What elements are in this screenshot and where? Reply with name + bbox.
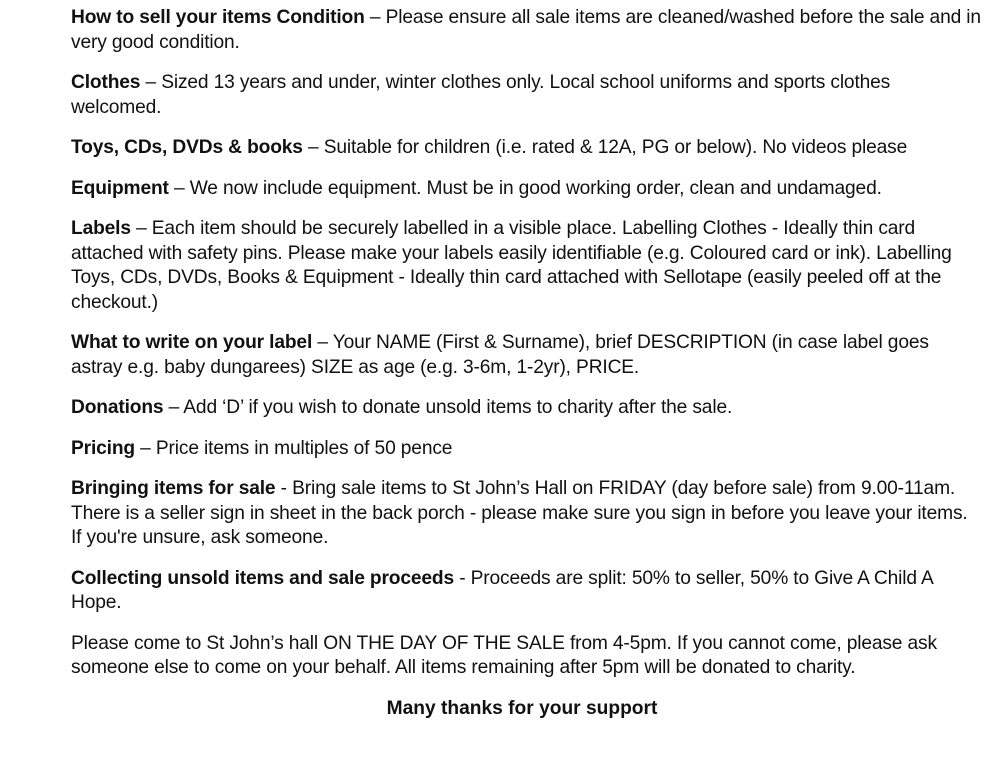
section-label-contents [71, 331, 981, 380]
section-body: Please ensure all sale items are cleaned/washed before the sale and in very good condition. [71, 7, 981, 53]
section-clothes [71, 71, 981, 120]
closing-paragraph: Please come to St John’s hall ON THE DAY OF THE SALE from 4-5pm. If you cannot come, please ask someone else to come on your behalf. All items remaining after 5pm will be donated to charity. [71, 632, 937, 678]
section-heading: How to sell your items Condition [71, 7, 365, 28]
section-heading: Equipment [71, 177, 169, 199]
section-separator: – [168, 177, 190, 199]
section-separator: - [275, 478, 293, 499]
section-pricing [71, 437, 981, 462]
section-heading: Collecting unsold items and sale proceeds [71, 567, 455, 589]
section-collecting [71, 567, 981, 616]
section-separator: – [135, 437, 156, 459]
section-heading: Donations [71, 397, 164, 418]
section-body: Your NAME (First & Surname), brief DESCRIPTION (in case label goes astray e.g. baby dungarees) SIZE as age (e.g. 3-6m, 1-2yr), PRICE. [71, 332, 929, 378]
section-labels [71, 217, 981, 315]
section-separator: – [130, 218, 152, 239]
section-heading: Clothes [71, 72, 141, 93]
section-body: Sized 13 years and under, winter clothes only. Local school uniforms and sports clothes welcomed. [71, 72, 891, 118]
section-separator: – [163, 397, 184, 418]
section-body: Add ‘D’ if you wish to donate unsold items to charity after the sale. [183, 397, 733, 418]
section-toys [71, 136, 981, 161]
section-separator: – [302, 137, 324, 158]
section-condition [71, 6, 981, 55]
section-body: Bring sale items to St John’s Hall on FRIDAY (day before sale) from 9.00-11am. There is a seller sign in sheet in the back porch - please make sure you sign in before you leave your items. If you're unsure, ask someone. [71, 478, 968, 548]
section-bringing-items [71, 477, 981, 551]
document-page [71, 6, 981, 721]
section-body: Price items in multiples of 50 pence [155, 437, 453, 459]
section-heading: Pricing [71, 437, 135, 459]
section-body: We now include equipment. Must be in good working order, clean and undamaged. [189, 177, 882, 199]
section-equipment [71, 177, 981, 202]
section-heading: What to write on your label [71, 332, 313, 353]
section-body: Proceeds are split: 50% to seller, 50% to Give A Child A Hope. [71, 567, 933, 613]
section-separator: – [312, 332, 333, 353]
section-heading: Labels [71, 218, 131, 239]
section-donations [71, 396, 981, 421]
section-body: Each item should be securely labelled in a visible place. Labelling Clothes - Ideally thin card attached with safety pins. Please make your labels easily identifiable (e.g. Coloured card or ink). Labelling Toys, CDs, DVDs, Books & Equipment - Ideally thin card attached with Sellotape (easily peeled off at the checkout.) [71, 218, 952, 313]
section-separator: – [140, 72, 162, 93]
footer-thanks: Many thanks for your support [386, 697, 658, 719]
section-separator: - [454, 567, 471, 589]
section-heading: Toys, CDs, DVDs & books [71, 137, 303, 158]
section-separator: – [364, 7, 386, 28]
section-body: Suitable for children (i.e. rated & 12A, PG or below). No videos please [323, 137, 908, 158]
section-heading: Bringing items for sale [71, 478, 276, 499]
